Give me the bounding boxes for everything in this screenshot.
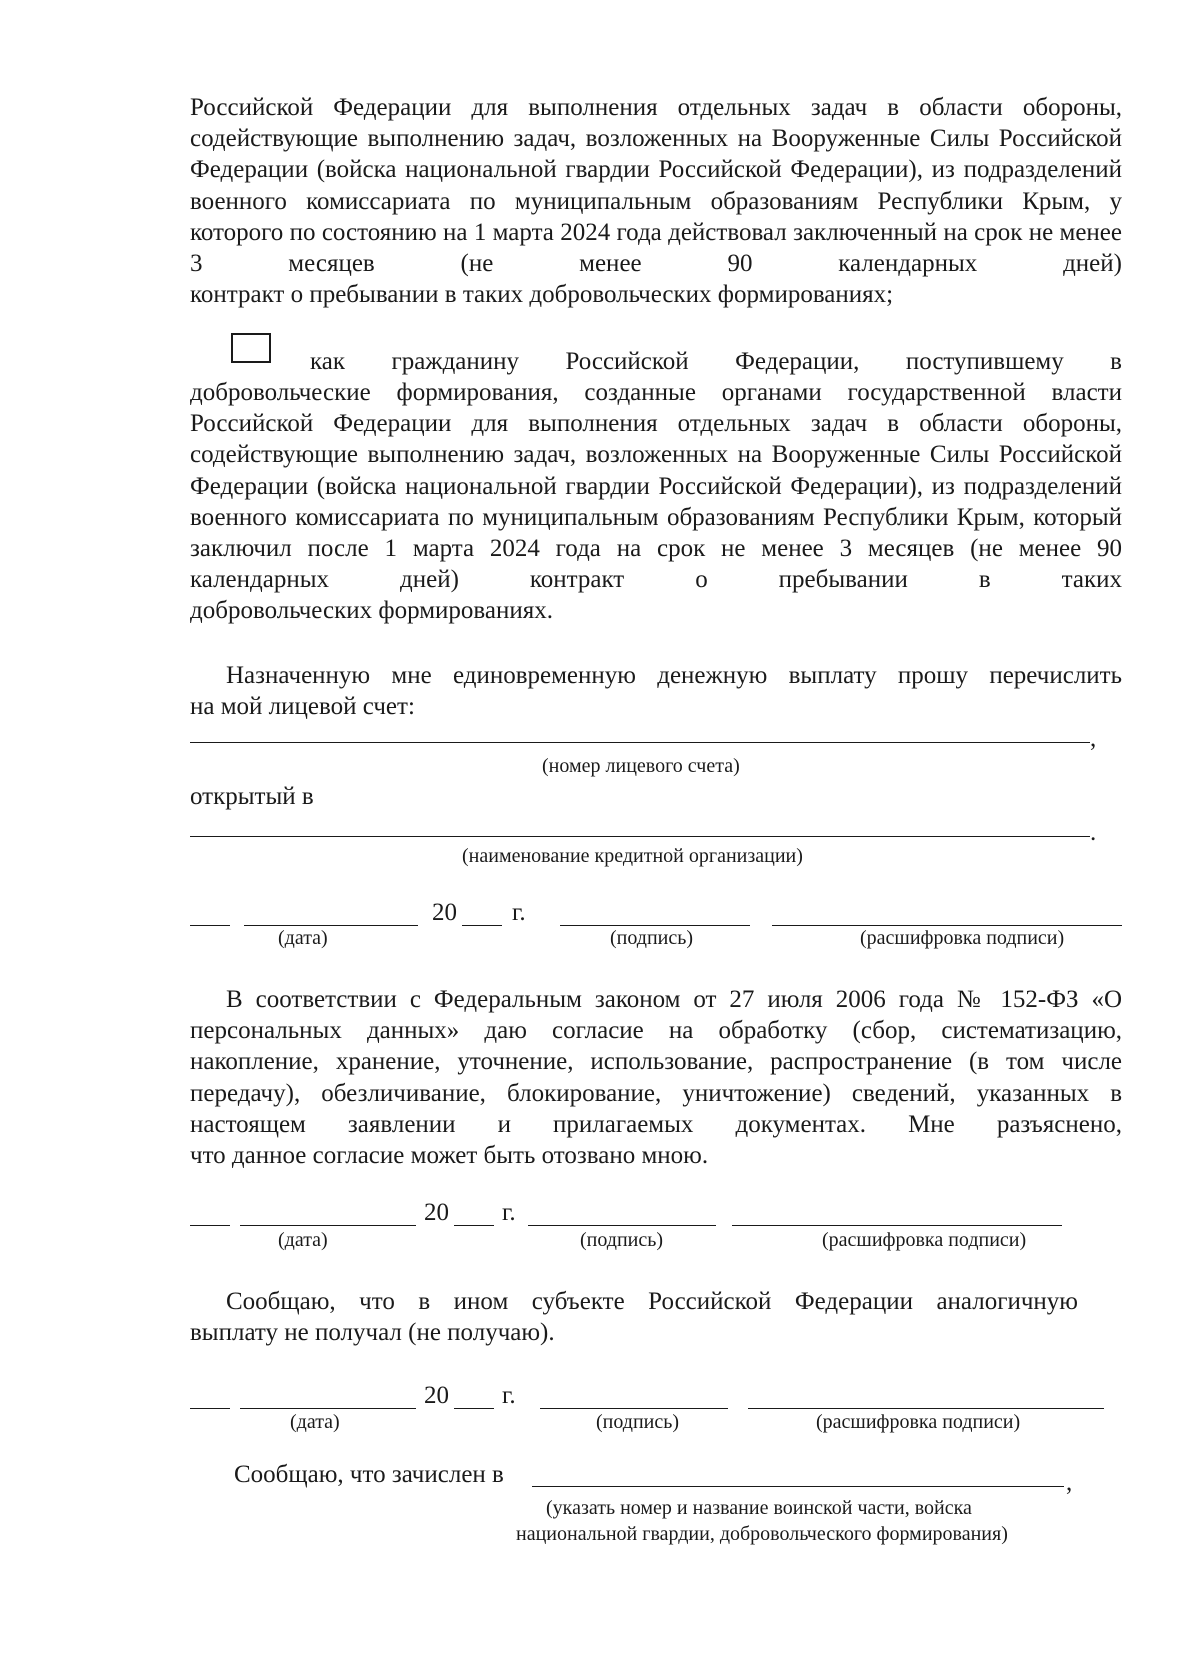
bank-period: . xyxy=(1090,819,1097,846)
paragraph-contract-before xyxy=(190,92,1122,310)
text-line: из подразделений военного комиссариата по муниципальным образованиям xyxy=(190,156,1123,215)
account-number-caption: (номер лицевого счета) xyxy=(542,755,740,777)
year-suffix: г. xyxy=(502,1382,516,1409)
text-line: содействующие выполнению задач, возложенных на Вооруженные Силы xyxy=(190,125,990,153)
text-line: В соответствии с Федеральным законом от 27 июля 2006 года № 152-ФЗ xyxy=(226,986,1079,1013)
text-line: добровольческие формирования, созданные органами государственной власти xyxy=(190,379,1122,406)
text-line: заключенный на срок не менее 3 месяцев (не менее 90 календарных дней) xyxy=(190,218,1123,278)
year-suffix: г. xyxy=(512,899,526,926)
month-field[interactable] xyxy=(244,925,418,926)
day-field[interactable] xyxy=(190,925,230,926)
year-prefix: 20 xyxy=(432,899,457,926)
text-line: Российской Федерации (войска национальной гвардии Российской Федерации), xyxy=(190,441,1122,500)
military-unit-caption-line-2: национальной гвардии, добровольческого формирования) xyxy=(516,1523,1008,1545)
month-field[interactable] xyxy=(240,1225,416,1226)
text-line: Российской Федерации для выполнения отдельных задач в области обороны, xyxy=(190,410,1122,438)
text-line: как гражданину Российской Федерации, поступившему в xyxy=(310,348,1122,375)
year-prefix: 20 xyxy=(424,1382,449,1409)
text-line: указанных в настоящем заявлении и прилагаемых документах. Мне разъяснено, xyxy=(190,1079,1122,1138)
year-prefix: 20 xyxy=(424,1199,449,1226)
text-line: Республики Крым, у которого по состоянию на 1 марта 2024 года действовал xyxy=(190,187,1122,246)
year-field[interactable] xyxy=(462,925,502,926)
signature-decode-field[interactable] xyxy=(748,1408,1104,1409)
text-line: Назначенную мне единовременную денежную выплату прошу перечислить xyxy=(226,662,1122,689)
text-line: выплату не получал (не получаю). xyxy=(190,1319,555,1347)
signature-field[interactable] xyxy=(540,1408,728,1409)
text-line: добровольческих формированиях. xyxy=(190,597,553,625)
opened-in-label: открытый в xyxy=(190,783,314,810)
signature-caption: (подпись) xyxy=(610,927,694,949)
text-line: 3 месяцев (не менее 90 календарных дней) контракт о пребывании в таких xyxy=(190,535,1123,594)
text-line: Российской Федерации для выполнения отдельных задач в области обороны, xyxy=(190,94,1122,121)
bank-name-field[interactable] xyxy=(190,836,1090,837)
signature-decode-caption: (расшифровка подписи) xyxy=(816,1411,1021,1433)
enlisted-comma: , xyxy=(1066,1469,1073,1496)
bank-name-caption: (наименование кредитной организации) xyxy=(462,845,803,867)
military-unit-field[interactable] xyxy=(532,1486,1064,1487)
text-line: содействующие выполнению задач, возложенных на Вооруженные Силы xyxy=(190,441,990,469)
text-line: накопление, хранение, уточнение, использование, распространение (в том xyxy=(190,1048,1045,1076)
signature-decode-field[interactable] xyxy=(732,1225,1062,1226)
paragraph-payment-request xyxy=(190,660,1122,722)
text-line: что данное согласие может быть отозвано мною. xyxy=(190,1142,709,1170)
text-line: Сообщаю, что в ином субъекте Российской Федерации аналогичную xyxy=(226,1288,1078,1315)
text-line: Российской Федерации (войска национальной гвардии Российской Федерации), xyxy=(190,125,1122,184)
paragraph-option-first-line xyxy=(310,346,1122,377)
text-line: из подразделений военного комиссариата по муниципальным образованиям xyxy=(190,472,1123,531)
signature-field[interactable] xyxy=(528,1225,716,1226)
month-field[interactable] xyxy=(240,1408,416,1409)
enlisted-in-label: Сообщаю, что зачислен в xyxy=(234,1461,504,1488)
year-suffix: г. xyxy=(502,1199,516,1226)
text-line: числе передачу), обезличивание, блокирование, уничтожение) сведений, xyxy=(190,1048,1123,1107)
day-field[interactable] xyxy=(190,1225,230,1226)
account-comma: , xyxy=(1090,725,1097,752)
paragraph-personal-data-consent xyxy=(190,984,1122,1171)
signature-decode-caption: (расшифровка подписи) xyxy=(822,1229,1027,1251)
paragraph-no-other-payment xyxy=(190,1286,1078,1348)
paragraph-contract-after xyxy=(190,377,1122,627)
signature-caption: (подпись) xyxy=(580,1229,664,1251)
account-number-field[interactable] xyxy=(190,742,1090,743)
signature-decode-caption: (расшифровка подписи) xyxy=(860,927,1065,949)
day-field[interactable] xyxy=(190,1408,230,1409)
option-checkbox[interactable] xyxy=(231,333,271,363)
date-caption: (дата) xyxy=(278,1229,328,1251)
signature-caption: (подпись) xyxy=(596,1411,680,1433)
military-unit-caption-line-1: (указать номер и название воинской части, войска xyxy=(546,1497,972,1519)
text-line: контракт о пребывании в таких добровольческих формированиях; xyxy=(190,281,894,309)
text-line: «О персональных данных» даю согласие на обработку (сбор, систематизацию, xyxy=(190,986,1122,1045)
text-line: Республики Крым, который заключил после 1 марта 2024 года на срок не менее xyxy=(190,503,1123,563)
year-field[interactable] xyxy=(454,1408,494,1409)
date-caption: (дата) xyxy=(278,927,328,949)
text-line: на мой лицевой счет: xyxy=(190,693,415,721)
year-field[interactable] xyxy=(454,1225,494,1226)
date-caption: (дата) xyxy=(290,1411,340,1433)
